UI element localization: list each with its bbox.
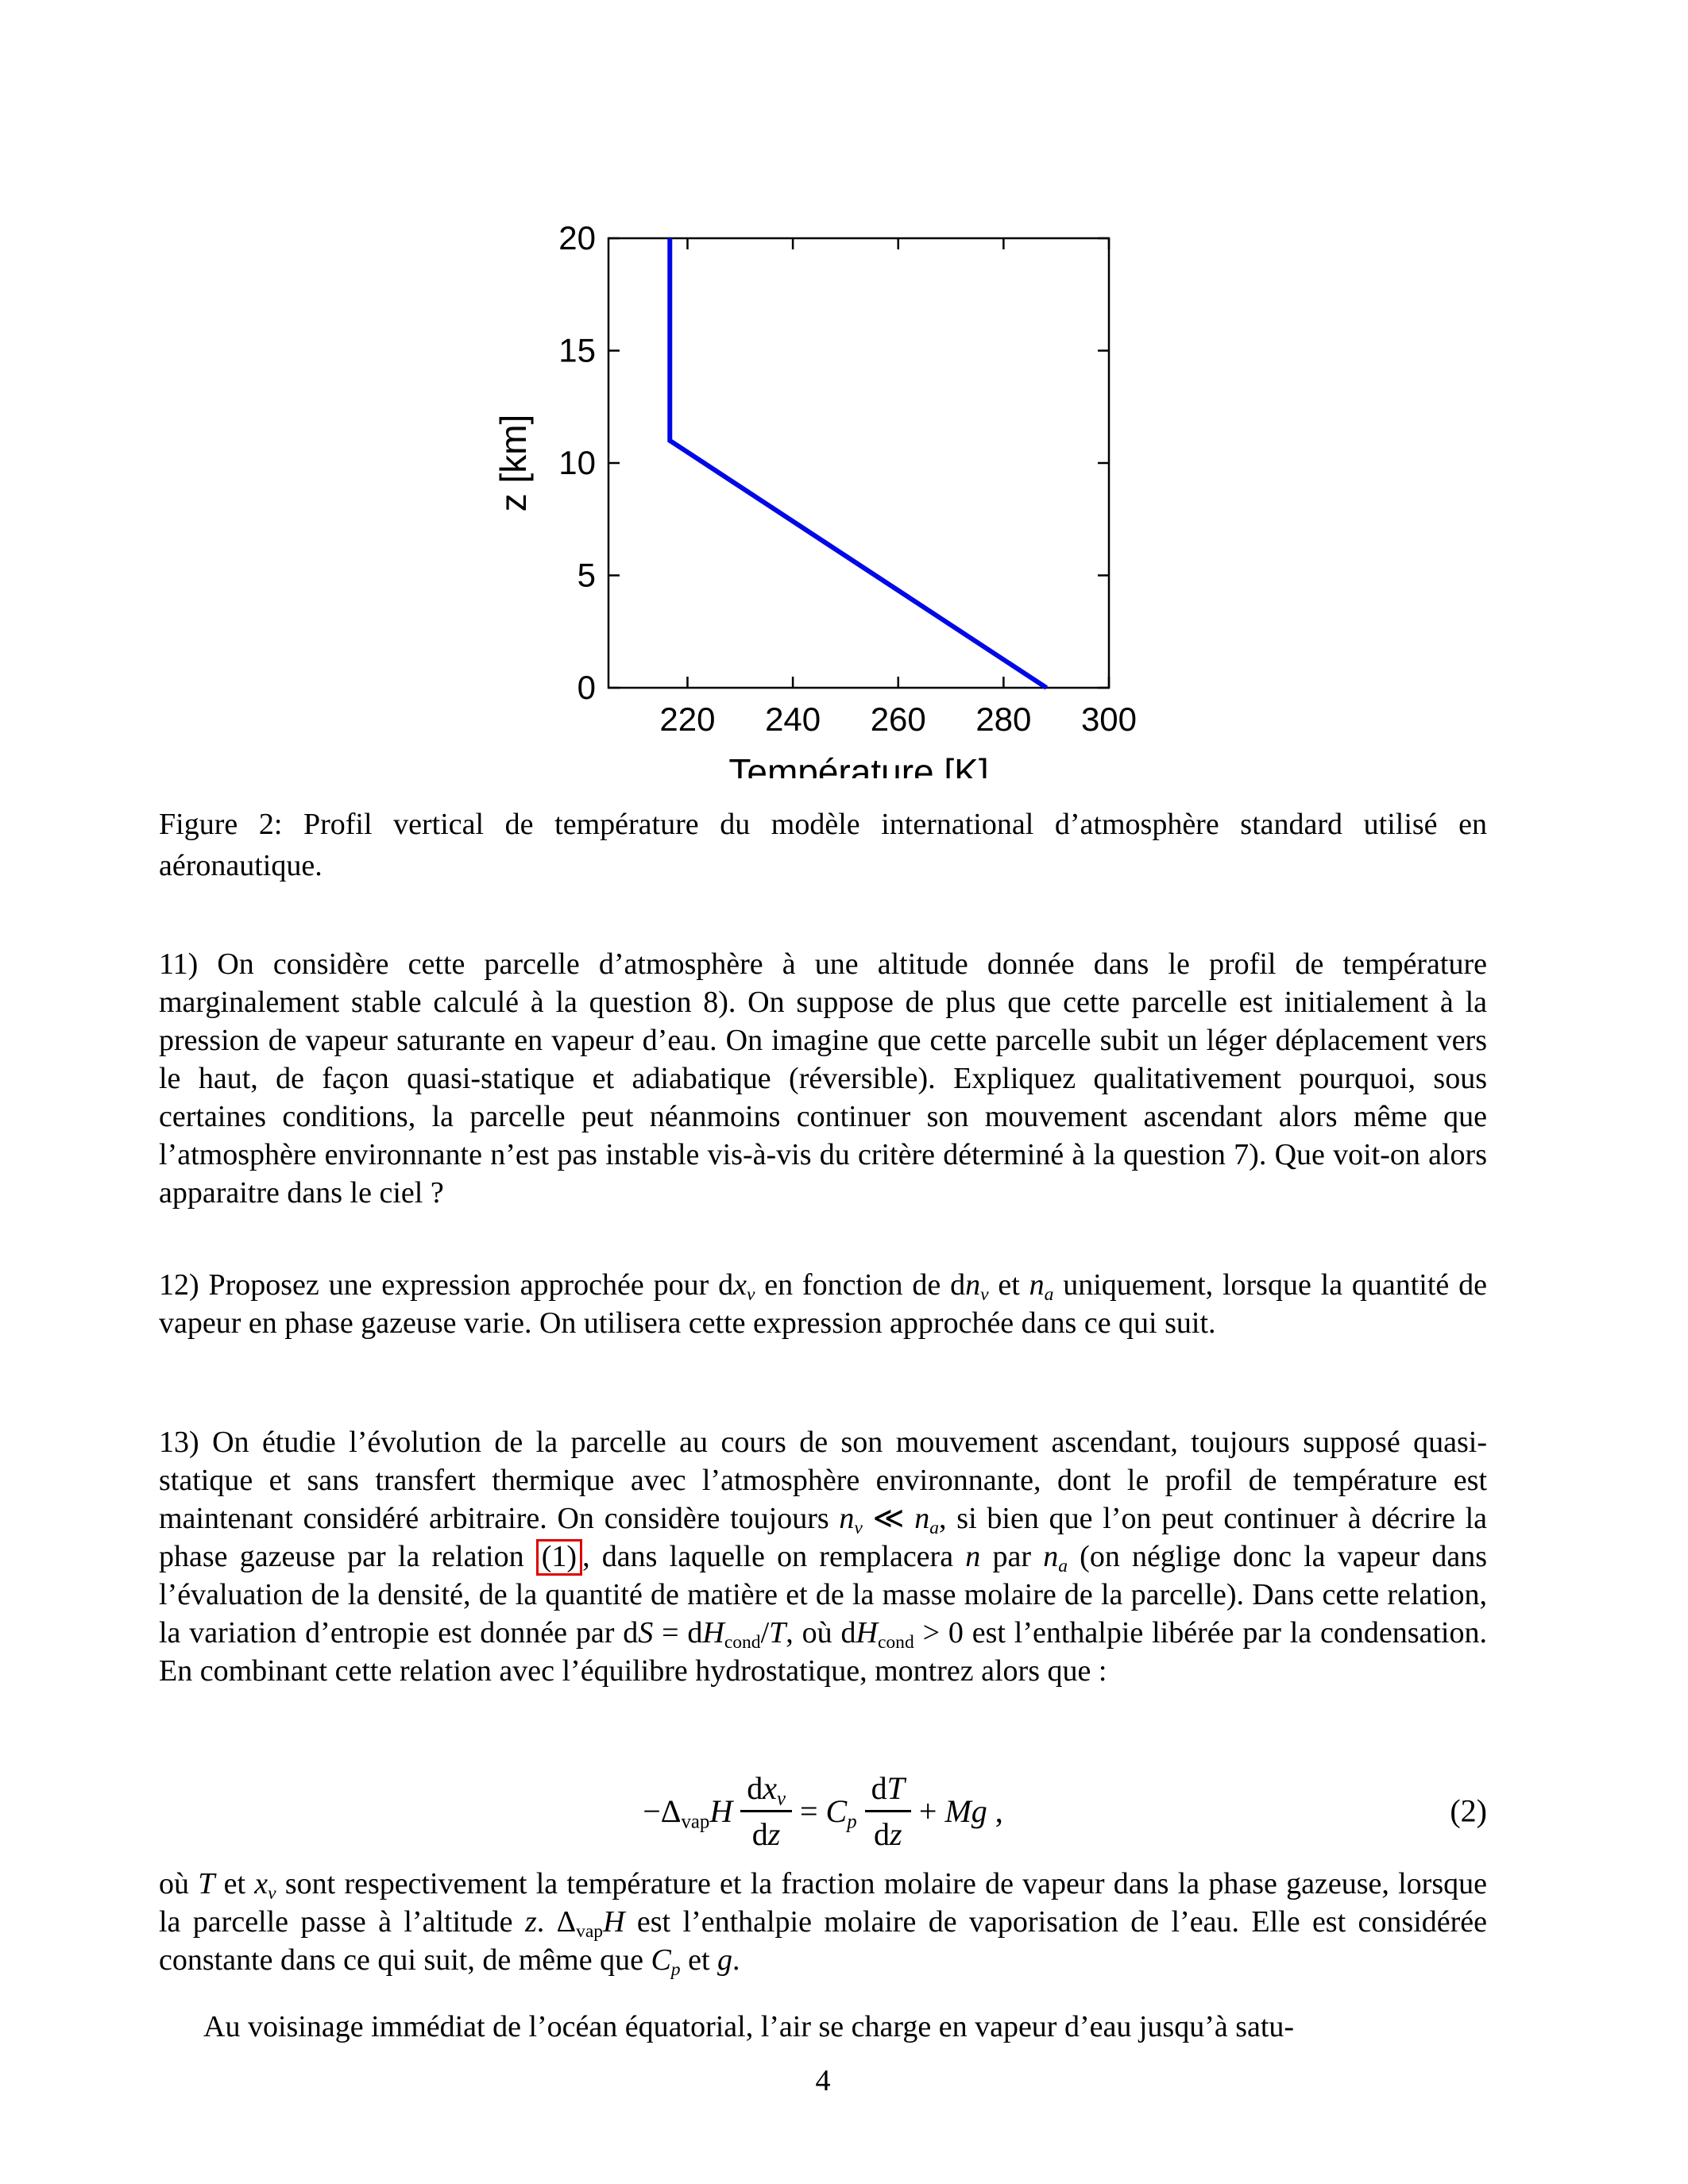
x-tick-label: 260: [870, 700, 926, 738]
fraction-denominator: dz: [873, 1815, 902, 1852]
paragraph-question-11: 11) On considère cette parcelle d’atmosphère à une altitude donnée dans le profil de température marginalement stable calculé à la question 8). On suppose de plus que cette parcelle est initialement à la pression de vapeur saturante en vapeur d’eau. On imagine que cette parcelle subit un léger déplacement vers le haut, de façon quasi-statique et adiabatique (réversible). Expliquez qualitativement pourquoi, sous certaines conditions, la parcelle peut néanmoins continuer son mouvement ascendant alors même que l’atmosphère environnante n’est pas instable vis-à-vis du critère déterminé à la question 7). Que voit-on alors apparaitre dans le ciel ?: [159, 947, 1495, 1210]
y-tick-label: 5: [577, 556, 596, 594]
equation-lhs: $-\Delta_{vap}H$: [643, 1792, 733, 1832]
paragraph-question-12: 12) Proposez une expression approchée pour $dx_v$ en fonction de $dn_v$ et $n_a$ uniquement, lorsque la quantité de vapeur en phase gazeuse varie. On utilisera cette expression approchée dans ce qui suit.: [159, 1268, 1495, 1340]
equation-rhs: + Mg ,: [918, 1792, 1003, 1829]
y-axis-label: z [km]: [492, 414, 534, 512]
x-tick-label: 220: [659, 700, 716, 738]
x-tick-label: 240: [765, 700, 821, 738]
y-tick-label: 0: [577, 669, 596, 706]
equation-middle: = $C_p$: [799, 1792, 857, 1832]
paragraph-question-13: 13) On étudie l’évolution de la parcelle au cours de son mouvement ascendant, toujours supposé quasi-statique et sans transfert thermique avec l’atmosphère environnante, dont le profil de température est maintenant considéré arbitraire. On considère toujours $n_v$ ≪ $n_a$, si bien que l’on peut continuer à décrire la phase gazeuse par la relation (1) , dans laquelle on remplacera n par $n_a$ (on néglige donc la vapeur dans l’évaluation de la densité, de la quantité de matière et de la masse molaire de la parcelle). Dans cette relation, la variation d’entropie est donnée par dS = $dH_{cond}/T$, où $dH_{cond} > 0$ est l’enthalpie libérée par la condensation. En combinant cette relation avec l’équilibre hydrostatique, montrez alors que :: [159, 1426, 1495, 1688]
fraction-dT-dz: [865, 1769, 911, 1853]
figure-2-container: [437, 214, 1168, 778]
figure-2-caption: Figure 2: Profil vertical de température du modèle international d’atmosphère standard utilisé en aéronautique.: [159, 808, 1487, 882]
page-number: 4: [815, 2064, 831, 2097]
equation-2: [159, 1763, 1487, 1858]
x-tick-label: 300: [1080, 700, 1138, 738]
y-tick-label: 15: [558, 331, 596, 369]
fraction-denominator: dz: [751, 1815, 781, 1852]
x-tick-label: 280: [975, 700, 1032, 738]
paragraph-ocean-equatorial: Au voisinage immédiat de l’océan équatorial, l’air se charge en vapeur d’eau jusqu’à satu-: [203, 2010, 1295, 2043]
fraction-numerator: dT: [865, 1769, 911, 1812]
y-tick-label: 20: [558, 219, 596, 257]
paragraph-after-equation: où T et $x_v$ sont respectivement la température et la fraction molaire de vapeur dans la phase gazeuse, lorsque la parcelle passe à l’altitude z. $\Delta_{vap}H$ est l’enthalpie molaire de vaporisation de l’eau. Elle est considérée constante dans ce qui suit, de même que $C_p$ et g.: [159, 1867, 1495, 1981]
x-axis-label: Température [K]: [728, 751, 989, 778]
temperature-profile-line: [670, 238, 1046, 688]
relation-1-link[interactable]: (1): [536, 1539, 582, 1576]
temperature-profile-chart: [437, 214, 1168, 778]
equation-2-body: [643, 1769, 1003, 1853]
y-tick-label: 10: [558, 444, 596, 481]
axes-box: [608, 238, 1109, 688]
fraction-numerator: $dx_v$: [740, 1769, 792, 1812]
fraction-dxv-dz: [740, 1769, 792, 1853]
equation-number: (2): [1450, 1792, 1487, 1829]
